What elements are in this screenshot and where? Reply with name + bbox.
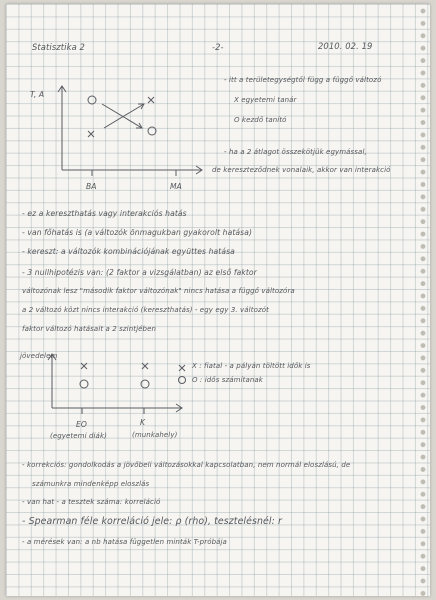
note-right-1: - itt a területegységtől függ a függő változó: [224, 76, 382, 84]
bullet-bottom-3: - van hat - a tesztek száma: korreláció: [22, 498, 161, 506]
bullet-middle-2: - van főhatás is (a változók önmagukban gyakorolt hatása): [22, 228, 253, 237]
note-right-5: de kereszteződnek vonalaik, akkor van interakció: [212, 166, 391, 174]
legend-old: O : idős számítanak: [192, 376, 263, 384]
sketch-graph-2: [6, 4, 430, 596]
chart1-x-tick-2: MA: [170, 182, 182, 191]
bullet-bottom-5: - a mérések van: a nb hatása független minták T-próbája: [22, 538, 227, 546]
chart2-y-label: jövedelem: [20, 352, 58, 360]
bullet-bottom-4: - Spearman féle korreláció jele: ρ (rho), tesztelésnél: r: [22, 516, 282, 527]
bullet-bottom-1: - korrekciós: gondolkodás a jövőbeli változásokkal kapcsolatban, nem normál eloszlású, de: [22, 461, 351, 469]
notebook-page: [6, 4, 430, 596]
header-subject: Statisztika 2: [32, 42, 85, 52]
chart2-x-tick-1: EO: [76, 420, 87, 429]
note-right-4: - ha a 2 átlagot összekötjük egymással,: [224, 148, 367, 156]
header-page-number: -2-: [212, 42, 224, 52]
chart2-x-tick-2: K: [140, 418, 146, 427]
legend-young: X : fiatal - a pályán töltött idők is: [192, 362, 311, 370]
bullet-middle-4: - 3 nullhipotézis van: (2 faktor a vizsgálatban) az első faktor: [22, 268, 257, 277]
chart1-y-label: T, A: [30, 90, 45, 99]
bullet-middle-7: faktor változó hatásait a 2 szintjében: [22, 325, 157, 333]
bullet-middle-5: változónak lesz "második faktor változónak" nincs hatása a függő változóra: [22, 287, 295, 295]
note-right-2: X egyetemi tanár: [234, 96, 297, 104]
bullet-middle-6: a 2 változó közt nincs interakció (kereszthatás) - egy egy 3. változót: [22, 306, 269, 314]
bullet-bottom-2: számunkra mindenképp eloszlás: [32, 480, 150, 488]
header-date: 2010. 02. 19: [318, 41, 373, 51]
note-right-3: O kezdő tanító: [234, 116, 287, 124]
bullet-middle-1: - ez a kereszthatás vagy interakciós hatás: [22, 209, 187, 218]
chart1-x-tick-1: BA: [86, 182, 97, 191]
chart2-x-tick-note-1: (egyetemi diák): [50, 432, 107, 440]
chart2-x-tick-note-2: (munkahely): [132, 431, 178, 439]
bullet-middle-3: - kereszt: a változók kombinációjának együttes hatása: [22, 247, 235, 256]
